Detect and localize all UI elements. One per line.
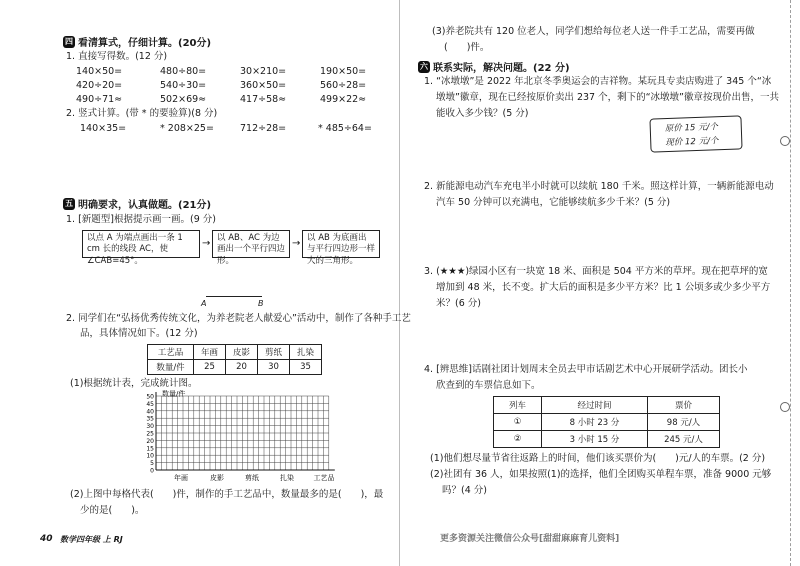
hint-box-3: 以 AB 为底画出与平行四边形一样大的三角形。: [302, 230, 380, 258]
table-cell: 3 小时 15 分: [542, 431, 648, 448]
x-tick-label: 剪纸: [245, 474, 259, 482]
y-tick-label: 35: [146, 415, 154, 423]
watermark-text: 更多资源关注微信公众号[甜甜麻麻育儿资料]: [440, 534, 620, 544]
y-tick-label: 50: [146, 393, 154, 401]
direct-calc-item: 502×69≈: [160, 94, 207, 105]
table-cell: 年画: [194, 345, 226, 360]
table-cell: 皮影: [226, 345, 258, 360]
direct-calc-item: 190×50=: [320, 66, 367, 77]
table-header-row: [494, 397, 720, 414]
table-cell: 列车: [494, 397, 542, 414]
problem-4-line-2: 欣查到的车票信息如下。: [436, 380, 541, 391]
section-5-badge: 五: [65, 198, 73, 208]
empty-bar-chart-grid: [120, 388, 340, 484]
y-tick-label: 30: [146, 423, 154, 431]
problem-1-line-2: 墩墩”徽章，现在已经按原价卖出 237 个，剩下的“冰墩墩”徽章按现价出售，一共: [436, 92, 779, 103]
direct-calc-item: 30×210=: [240, 66, 287, 77]
table-row: [494, 431, 720, 448]
table-cell: 票价: [648, 397, 720, 414]
segment-ab: [206, 296, 262, 297]
question-5-2-text-cont: 品，具体情况如下。(12 分): [80, 328, 198, 339]
y-tick-label: 10: [146, 452, 154, 460]
y-tick-label: 5: [150, 460, 154, 468]
table-cell: ②: [494, 431, 542, 448]
problem-4-sub-2: (2)社团有 36 人，如果按照(1)的选择，他们全团购买单程车票，准备 9000 元够: [430, 469, 772, 480]
price-tag: [649, 115, 742, 152]
original-price: 原价 15 元/个: [664, 122, 719, 135]
section-6-heading: [418, 59, 570, 74]
arrow-right-icon: →: [292, 238, 301, 249]
question-5-2-3: (3)养老院共有 120 位老人，同学们想给每位老人送一件手工艺品，需要再做: [432, 26, 755, 37]
point-b-label: B: [258, 299, 264, 308]
x-tick-label: 皮影: [210, 474, 224, 482]
vertical-calc-item: * 208×25=: [160, 123, 214, 134]
section-4-badge: 四: [65, 36, 73, 46]
hint-box-2: 以 AB、AC 为边画出一个平行四边形。: [212, 230, 290, 258]
table-row: [148, 360, 322, 375]
problem-4-sub-2-cont: 吗？(4 分): [442, 485, 487, 496]
table-header-row: [148, 345, 322, 360]
question-5-2-3-cont: ( )件。: [444, 42, 490, 53]
problem-4-sub-1: (1)他们想尽量节省往返路上的时间，他们该买票价为( )元/人的车票。(2 分): [430, 453, 766, 464]
direct-calc-item: 140×50=: [76, 66, 123, 77]
point-a-label: A: [201, 299, 207, 308]
right-page: [400, 0, 800, 566]
current-price: 现价 12 元/个: [665, 136, 719, 149]
table-cell: 98 元/人: [648, 414, 720, 431]
table-cell: 35: [290, 360, 322, 375]
direct-calc-item: 560÷28=: [320, 80, 367, 91]
vertical-calc-item: 712÷28=: [240, 123, 287, 134]
ticket-table: [493, 396, 720, 448]
section-4-title: 看清算式，仔细计算。(20分): [78, 38, 212, 49]
page-number: 40: [40, 534, 53, 544]
book-title: 数学四年级 上 RJ: [60, 535, 123, 544]
y-tick-label: 40: [146, 408, 154, 416]
section-6-badge: 六: [420, 61, 428, 71]
problem-1-line-1: 1. “冰墩墩”是 2022 年北京冬季奥运会的吉祥物。某玩具专卖店购进了 345 个“冰: [424, 76, 772, 87]
y-tick-label: 45: [146, 400, 154, 408]
problem-2-line-2: 汽车 50 分钟可以充满电，它能够续航多少千米？(5 分): [436, 197, 671, 208]
question-5-2-1: (1)根据统计表，完成統计图。: [70, 378, 198, 389]
table-cell: 工艺品: [148, 345, 194, 360]
x-tick-label: 年画: [174, 474, 188, 482]
question-5-2-text: 2. 同学们在“弘扬优秀传统文化，为养老院老人献爱心”活动中，制作了各种手工艺: [66, 313, 411, 324]
direct-calc-item: 417÷58≈: [240, 94, 287, 105]
y-tick-label: 15: [146, 445, 154, 453]
question-5-2-2-cont: 少的是( )。: [80, 505, 145, 516]
direct-calc-item: 420÷20=: [76, 80, 123, 91]
binding-hole: [780, 136, 790, 146]
binding-edge: [790, 0, 796, 566]
section-5-heading: [63, 196, 211, 211]
table-cell: 数量/件: [148, 360, 194, 375]
binding-hole: [780, 402, 790, 412]
problem-2-line-1: 2. 新能源电动汽车充电半小时就可以续航 180 千米。照这样计算，一辆新能源电动: [424, 181, 774, 192]
vertical-calc-item: * 485÷64=: [318, 123, 372, 134]
table-cell: 经过时间: [542, 397, 648, 414]
x-tick-label: 工艺品: [313, 474, 335, 482]
direct-calc-item: 499×22≈: [320, 94, 367, 105]
y-tick-label: 20: [146, 437, 154, 445]
section-4-heading: [63, 34, 211, 49]
table-cell: 8 小时 23 分: [542, 414, 648, 431]
x-tick-label: 扎染: [280, 474, 294, 482]
direct-calc-item: 480÷80=: [160, 66, 207, 77]
hint-box-1: 以点 A 为端点画出一条 1 cm 长的线段 AC，使∠CAB=45°。: [82, 230, 200, 258]
table-row: [494, 414, 720, 431]
question-1-title: 1. 直接写得数。(12 分): [66, 51, 168, 62]
section-6-title: 联系实际，解决问题。(22 分): [433, 63, 570, 74]
y-tick-label: 25: [146, 430, 154, 438]
problem-3-line-1: 3. (★★★)绿园小区有一块宽 18 米、面积是 504 平方米的草坪。现在把草坪的宽: [424, 266, 768, 277]
question-2-title: 2. 竖式计算。(带 * 的要验算)(8 分): [66, 108, 218, 119]
vertical-calc-item: 140×35=: [80, 123, 127, 134]
direct-calc-item: 540÷30=: [160, 80, 207, 91]
direct-calc-item: 490÷71≈: [76, 94, 123, 105]
table-cell: 30: [258, 360, 290, 375]
table-cell: 剪纸: [258, 345, 290, 360]
problem-3-line-3: 米？(6 分): [436, 298, 481, 309]
problem-3-line-2: 增加到 48 米，长不变。扩大后的面积是多少平方米？比 1 公顷多或少多少平方: [436, 282, 771, 293]
craft-table: [147, 344, 322, 375]
y-axis-label: 数量/件: [162, 390, 186, 398]
direct-calc-item: 360×50=: [240, 80, 287, 91]
table-cell: ①: [494, 414, 542, 431]
arrow-right-icon: →: [202, 238, 211, 249]
problem-4-line-1: 4. [辨思维]话剧社团计划周末全员去甲市话剧艺术中心开展研学活动。团长小: [424, 364, 748, 375]
table-cell: 25: [194, 360, 226, 375]
question-5-2-2: (2)上图中每格代表( )件，制作的手工艺品中，数量最多的是( )，最: [70, 489, 384, 500]
y-tick-label: 0: [150, 467, 154, 475]
table-cell: 扎染: [290, 345, 322, 360]
question-5-1-title: 1. [新题型]根据提示画一画。(9 分): [66, 214, 216, 225]
table-cell: 245 元/人: [648, 431, 720, 448]
table-cell: 20: [226, 360, 258, 375]
problem-1-line-3: 能收入多少钱？(5 分): [436, 108, 529, 119]
section-5-title: 明确要求，认真做题。(21分): [78, 200, 212, 211]
